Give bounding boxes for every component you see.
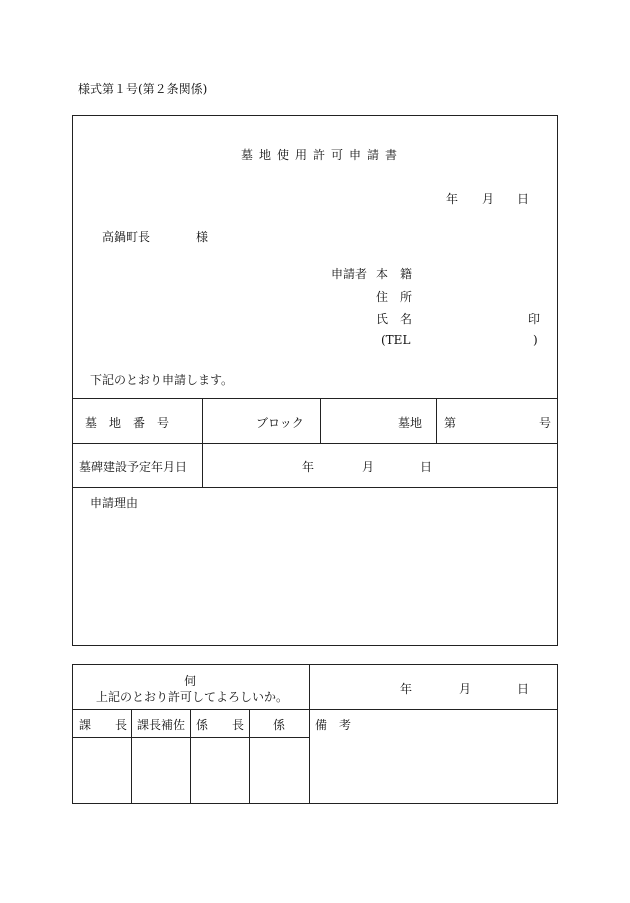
divider-line [309, 664, 310, 804]
honorific: 様 [196, 230, 209, 244]
name-label: 氏 名 [376, 312, 413, 326]
approval-year: 年 [400, 682, 413, 696]
build-month: 月 [362, 460, 375, 474]
plot-number-label: 墓 地 番 号 [85, 416, 170, 430]
role-staff: 係 [273, 718, 286, 732]
build-day: 日 [420, 460, 433, 474]
divider-line [249, 709, 250, 804]
number-suffix: 号 [539, 416, 552, 430]
divider-line [72, 398, 558, 399]
tel-open: (TEL [381, 333, 411, 347]
reason-label: 申請理由 [90, 496, 139, 510]
date-day: 日 [517, 192, 530, 206]
divider-line [72, 737, 310, 738]
tel-close: ) [533, 333, 538, 347]
inquiry-label: 伺 [184, 674, 197, 688]
approval-day: 日 [517, 682, 530, 696]
request-text: 下記のとおり申請します。 [90, 373, 234, 387]
inquiry-text: 上記のとおり許可してよろしいか。 [96, 690, 289, 704]
addressee: 高鍋町長 [102, 230, 151, 244]
form-reference: 様式第１号(第２条関係) [78, 82, 208, 96]
cemetery-label: 墓地 [398, 416, 423, 430]
divider-line [320, 398, 321, 443]
remarks-label: 備 考 [315, 718, 352, 732]
approval-month: 月 [459, 682, 472, 696]
form-title: 墓地使用許可申請書 [241, 148, 404, 162]
role-section-chief: 課 長 [79, 718, 128, 732]
build-date-label: 墓碑建設予定年月日 [79, 460, 188, 474]
seal-mark: 印 [528, 312, 541, 326]
honseki-label: 本 籍 [376, 267, 413, 281]
divider-line [72, 709, 558, 710]
applicant-label: 申請者 [331, 267, 368, 281]
block-label: ブロック [256, 416, 304, 430]
divider-line [190, 709, 191, 804]
approval-box [72, 664, 558, 804]
date-month: 月 [482, 192, 495, 206]
build-year: 年 [302, 460, 315, 474]
role-subsection-chief: 係 長 [196, 718, 245, 732]
divider-line [202, 398, 203, 488]
divider-line [436, 398, 437, 443]
address-label: 住 所 [376, 290, 413, 304]
divider-line [72, 487, 558, 488]
date-year: 年 [446, 192, 459, 206]
divider-line [72, 443, 558, 444]
divider-line [131, 709, 132, 804]
role-assistant-chief: 課長補佐 [137, 718, 186, 732]
number-prefix: 第 [444, 416, 457, 430]
